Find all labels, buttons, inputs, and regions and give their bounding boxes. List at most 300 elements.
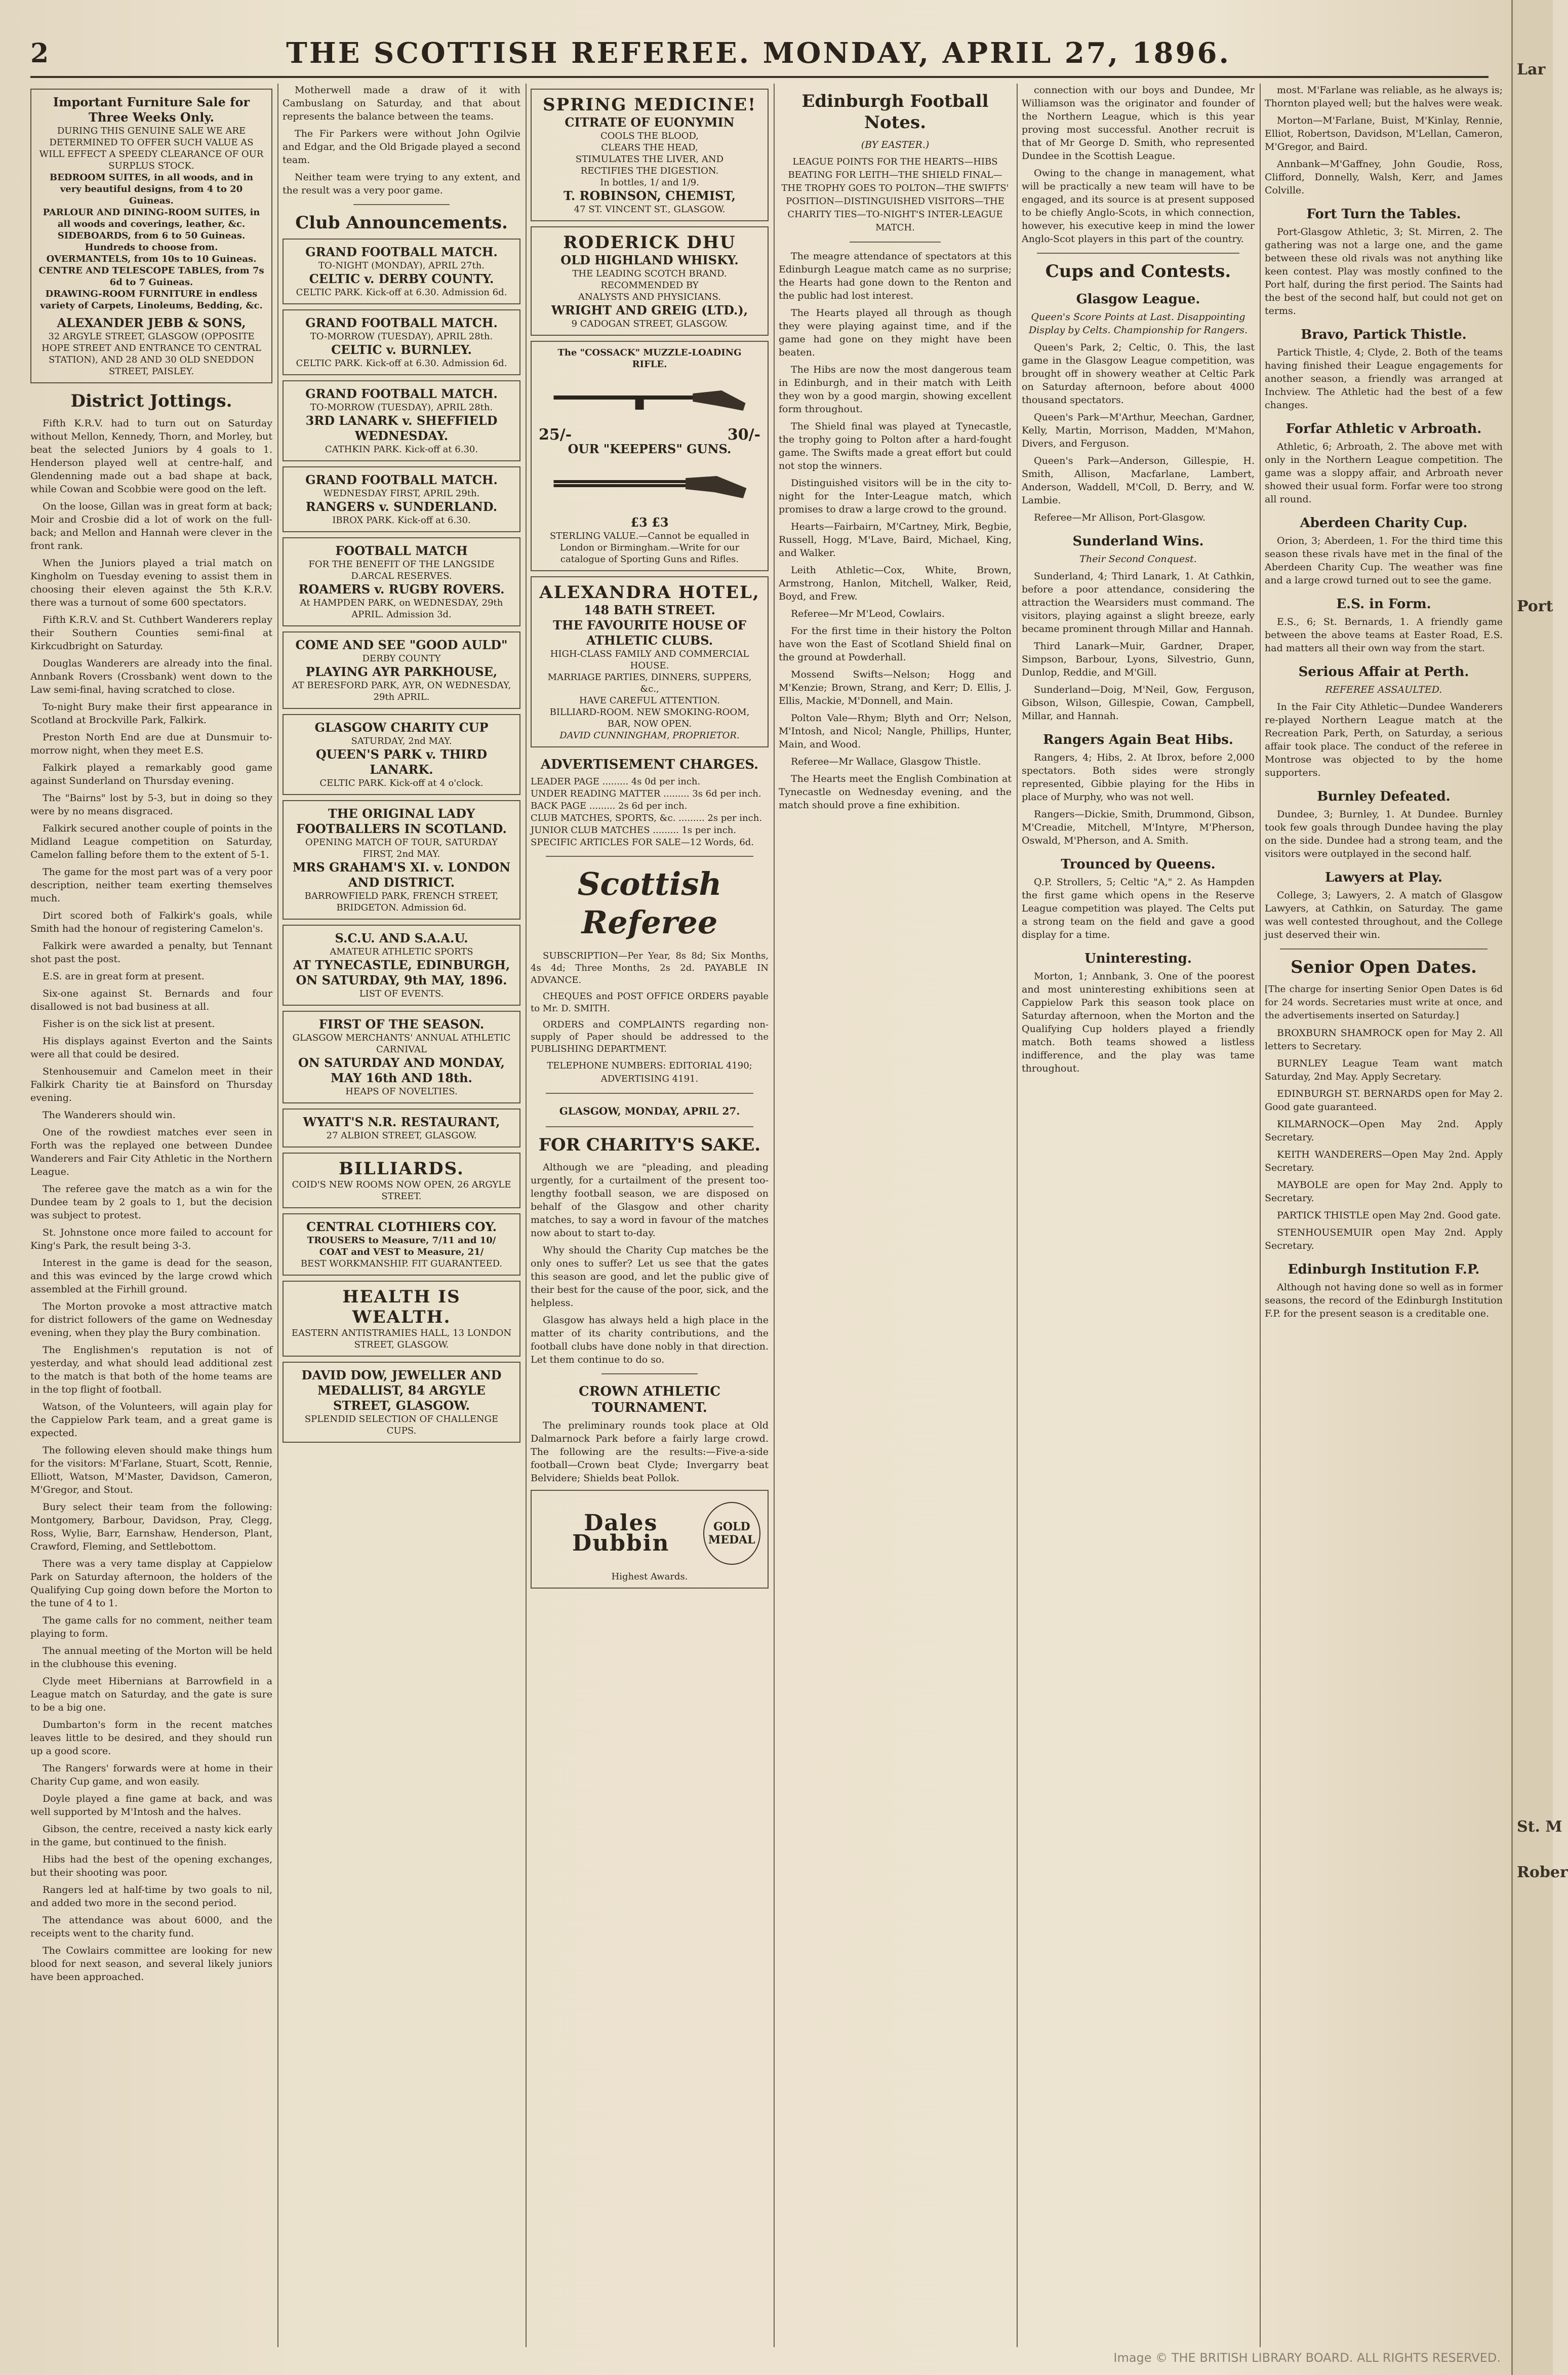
announcement-sub: WEDNESDAY FIRST, APRIL 29th. (323, 488, 480, 499)
guns-title: OUR "KEEPERS" GUNS. (568, 442, 732, 456)
announcement-head: FOOTBALL MATCH (335, 543, 468, 558)
edge-fragment: Lar (1517, 61, 1546, 78)
section-heading: Club Announcements. (295, 213, 508, 233)
announcement-sub: TO-MORROW (TUESDAY), APRIL 28th. (310, 331, 493, 342)
announcement-venue: AT BERESFORD PARK, AYR, ON WEDNESDAY, 29th APRIL. (292, 680, 511, 702)
article-subtitle: REFEREE ASSAULTED. (1325, 684, 1442, 695)
club-announcement (283, 239, 520, 304)
charge-line: UNDER READING MATTER ......... 3s 6d per inch. (531, 788, 761, 799)
column-divider (277, 84, 278, 2347)
announcement-venue: CELTIC PARK. Kick-off at 4 o'clock. (319, 778, 484, 788)
paragraph: Gibson, the centre, received a nasty kick early in the game, but continued to the finish. (30, 1824, 272, 1848)
column-divider (1260, 84, 1261, 2347)
paragraph: Doyle played a fine game at back, and was well supported by M'Intosh and the halves. (30, 1793, 272, 1817)
paragraph: Q.P. Strollers, 5; Celtic "A," 2. As Hampden the first game which opens in the Reserve League competition was played. The Celts put a strong team on the field and gave a good display for a time. (1022, 877, 1255, 940)
open-date-entry: BURNLEY League Team want match Saturday, 2nd May. Apply Secretary. (1265, 1058, 1503, 1082)
paragraph: In the Fair City Athletic—Dundee Wanderers re-played Northern League match at the Recreation Park, Perth, on Saturday, a serious affair took place. The conduct of the referee in Montrose was objected to by the home supporters. (1265, 701, 1503, 778)
wyatts-title: WYATT'S N.R. RESTAURANT, (303, 1115, 500, 1129)
announcement-head: FIRST OF THE SEASON. (318, 1017, 485, 1032)
paragraph: SUBSCRIPTION—Per Year, 8s 8d; Six Months, 4s 4d; Three Months, 2s 2d. PAYABLE IN ADVANCE. (531, 951, 769, 985)
aberdeen-report (1265, 534, 1503, 587)
column-3 (531, 84, 769, 2347)
article-title: Serious Affair at Perth. (1298, 664, 1469, 680)
column-2 (283, 84, 520, 2347)
byline: (BY EASTER.) (861, 139, 930, 150)
open-date-entry: STENHOUSEMUIR open May 2nd. Apply Secretary. (1265, 1227, 1503, 1251)
paragraph: Rangers, 4; Hibs, 2. At Ibrox, before 2,000 spectators. Both sides were strongly represented, Gibbie playing for the Hibs in place of Murphy, who was not well. (1022, 752, 1255, 803)
dales-dubbin-advert (531, 1490, 769, 1589)
open-date-entry: KILMARNOCK—Open May 2nd. Apply Secretary. (1265, 1119, 1503, 1143)
paragraph: The Hearts meet the English Combination at Tynecastle on Wednesday evening, and the match should prove a fine exhibition. (779, 773, 1012, 811)
furniture-advert (30, 89, 272, 383)
paragraph: The following eleven should make things hum for the visitors: M'Farlane, Stuart, Scott, Rennie, Elliott, Watson, M'Master, Davidson, Cameron, M'Gregor, and Stout. (30, 1445, 272, 1495)
chemist-name: T. ROBINSON, CHEMIST, (564, 188, 736, 203)
club-announcement (283, 631, 520, 709)
divider (850, 242, 941, 243)
chemist-address: 47 ST. VINCENT ST., GLASGOW. (574, 204, 726, 215)
health-advert (283, 1281, 520, 1357)
paragraph: Referee—Mr Wallace, Glasgow Thistle. (791, 756, 981, 767)
charge-line: SPECIFIC ARTICLES FOR SALE—12 Words, 6d. (531, 837, 754, 848)
paragraph: Orion, 3; Aberdeen, 1. For the third time this season these rivals have met in the final of the Aberdeen Charity Cup. The weather was fine and a large crowd turned out to see the game. (1265, 535, 1503, 586)
paragraph: Mossend Swifts—Nelson; Hogg and M'Kenzie; Brown, Strang, and Kerr; D. Ellis, J. Ellis, Mackie, M'Donnell, and Main. (779, 669, 1012, 706)
article-title: Fort Turn the Tables. (1306, 207, 1461, 222)
announcement-head: GRAND FOOTBALL MATCH. (305, 315, 498, 330)
paragraph: E.S. are in great form at present. (43, 971, 205, 982)
divider (1280, 948, 1487, 949)
senior-note: [The charge for inserting Senior Open Dates is 6d for 24 words. Secretaries must write at once, and the advertisements inserted on Saturday.] (1265, 984, 1503, 1021)
paragraph: The annual meeting of the Morton will be held in the clubhouse this evening. (30, 1645, 272, 1670)
paragraph: most. M'Farlane was reliable, as he always is; Thornton played well; but the halves were weak. (1265, 85, 1503, 109)
paragraph: Referee—Mr M'Leod, Cowlairs. (791, 608, 945, 619)
gun-title: The "COSSACK" MUZZLE-LOADING RIFLE. (557, 347, 742, 370)
hotel-title: ALEXANDRA HOTEL, (539, 582, 760, 603)
paragraph: Queen's Park, 2; Celtic, 0. This, the last game in the Glasgow League competition, was brought off in showery weather at Celtic Park on Saturday afternoon, before about 4000 thousand spectators. (1022, 342, 1255, 406)
club-announcement (283, 925, 520, 1006)
paragraph: Rangers led at half-time by two goals to nil, and added two more in the second period. (30, 1884, 272, 1909)
billiards-title: BILLIARDS. (339, 1159, 464, 1179)
page-title: THE SCOTTISH REFEREE. MONDAY, APRIL 27, 1896. (286, 36, 1231, 70)
furniture-title: Important Furniture Sale for Three Weeks Only. (53, 95, 250, 125)
continued-article (1022, 84, 1255, 246)
column-divider (774, 84, 775, 2347)
section-heading: Edinburgh Football Notes. (801, 91, 989, 133)
paragraph: Although not having done so well as in former seasons, the record of the Edinburgh Institution F.P. for the present season is a creditable one. (1265, 1282, 1503, 1319)
paragraph: On the loose, Gillan was in great form at back; Moir and Crosbie did a lot of work on the full-back; and Mellon and Hannah were clever in the front rank. (30, 501, 272, 551)
paragraph: Glasgow has always held a high place in the matter of its charity contributions, and the football clubs have done nobly in that direction. Let them continue to do so. (531, 1315, 769, 1365)
paragraph: Leith Athletic—Cox, White, Brown, Armstrong, Hanlon, Mitchell, Walker, Reid, Boyd, and Frew. (779, 565, 1012, 602)
paragraph: Morton—M'Farlane, Buist, M'Kinlay, Rennie, Elliot, Robertson, Davidson, M'Lellan, Cameron, M'Gregor, and Baird. (1265, 115, 1503, 152)
announcement-venue: HEAPS OF NOVELTIES. (345, 1086, 458, 1097)
office-line: TELEPHONE NUMBERS: EDITORIAL 4190; ADVERTISING 4191. (547, 1060, 752, 1084)
section-heading: Senior Open Dates. (1291, 957, 1477, 977)
open-date-entry: BROXBURN SHAMROCK open for May 2. All letters to Secretary. (1265, 1027, 1503, 1052)
column-6 (1265, 84, 1503, 2347)
paragraph: Fisher is on the sick list at present. (43, 1018, 215, 1030)
announcement-head: THE ORIGINAL LADY FOOTBALLERS IN SCOTLAND. (296, 806, 507, 836)
whisky-line: ANALYSTS AND PHYSICIANS. (578, 292, 721, 302)
paragraph: The Shield final was played at Tynecastle, the trophy going to Polton after a hard-fought game. The Swifts made a great effort but could not stop the winners. (779, 421, 1012, 471)
paragraph: Hearts—Fairbairn, M'Cartney, Mirk, Begbie, Russell, Hogg, M'Lave, Baird, Michael, King, and Walker. (779, 521, 1012, 559)
announcement-head: GLASGOW CHARITY CUP (314, 720, 489, 735)
wright-address: 9 CADOGAN STREET, GLASGOW. (571, 319, 728, 329)
paragraph: Hibs had the best of the opening exchanges, but their shooting was poor. (30, 1854, 272, 1878)
guns-text: STERLING VALUE.—Cannot be equalled in London or Birmingham.—Write for our catalogue of Sporting Guns and Rifles. (549, 531, 750, 565)
forfar-report (1265, 440, 1503, 506)
rangers-report (1022, 751, 1255, 847)
announcement-sub: GLASGOW MERCHANTS' ANNUAL ATHLETIC CARNIVAL (292, 1033, 511, 1055)
open-date-entry: MAYBOLE are open for May 2nd. Apply to Secretary. (1265, 1179, 1503, 1204)
port-glasgow-report (1265, 225, 1503, 318)
open-date-entry: PARTICK THISTLE open May 2nd. Good gate. (1277, 1210, 1501, 1221)
paragraph: One of the rowdiest matches ever seen in Forth was the replayed one between Dundee Wanderers and Fair City Athletic in the Northern League. (30, 1127, 272, 1177)
shotgun-illustration (549, 462, 750, 510)
spring-price: In bottles, 1/ and 1/9. (600, 177, 699, 188)
hotel-proprietor: DAVID CUNNINGHAM, PROPRIETOR. (559, 730, 740, 741)
paragraph: Third Lanark—Muir, Gardner, Draper, Simpson, Barbour, Lyons, Silvestrio, Gunn, Dunlop, Reddie, and M'Gill. (1022, 641, 1255, 678)
district-jottings-continued (283, 84, 520, 197)
firm-name: ALEXANDER JEBB & SONS, (57, 315, 246, 330)
paragraph: Owing to the change in management, what will be practically a new team will have to be engaged, and its source is at present supposed to be chiefly Anglo-Scots, in which connection, however, his executive keep in mind the lower Anglo-Scot players in this part of the country. (1022, 168, 1255, 245)
divider (353, 204, 450, 205)
paragraph: The Rangers' forwards were at home in their Charity Cup game, and won easily. (30, 1763, 272, 1787)
paragraph: Six-one against St. Bernards and four disallowed is not bad business at all. (30, 988, 272, 1012)
announcement-head: GRAND FOOTBALL MATCH. (305, 245, 498, 259)
edinburgh-notes (779, 250, 1012, 812)
article-title: Bravo, Partick Thistle. (1301, 327, 1467, 342)
paragraph: Motherwell made a draw of it with Cambuslang on Saturday, and that about represents the balance between the teams. (283, 85, 520, 122)
burnley-report (1265, 808, 1503, 860)
health-title: HEALTH IS WEALTH. (342, 1287, 461, 1327)
furniture-line: CENTRE AND TELESCOPE TABLES, from 7s 6d to 7 Guineas. (38, 265, 264, 288)
club-announcement (283, 714, 520, 795)
spring-line: RECTIFIES THE DIGESTION. (580, 166, 719, 176)
announcement-teams: ON SATURDAY AND MONDAY, MAY 16th AND 18th. (298, 1055, 505, 1085)
whisky-title: RODERICK DHU (563, 232, 736, 253)
paragraph: Falkirk secured another couple of points in the Midland League competition on Saturday, Camelon falling before them to the extent of 5-1. (30, 823, 272, 860)
adjacent-page-edge (1511, 0, 1568, 2375)
spring-sub: CITRATE OF EUONYMIN (565, 115, 735, 130)
paragraph: Polton Vale—Rhym; Blyth and Orr; Nelson, M'Intosh, and Nicol; Nangle, Phillips, Hunter, Main, and Wood. (779, 713, 1012, 750)
senior-open-dates (1265, 1026, 1503, 1252)
paragraph: Athletic, 6; Arbroath, 2. The above met with only in the Northern League competition. The game was a sloppy affair, and Arbroath never showed their usual form. Forfar were too strong all round. (1265, 441, 1503, 505)
glasgow-league-report (1022, 341, 1255, 524)
article-title: Forfar Athletic v Arbroath. (1285, 421, 1482, 437)
announcement-teams: RANGERS v. SUNDERLAND. (305, 499, 498, 514)
paragraph: Port-Glasgow Athletic, 3; St. Mirren, 2. The gathering was not a large one, and the game between these old rivals was not anything like keen contest. Play was mostly confined to the Port half, during the first period. The Saints had the best of the second half, but could not get on terms. (1265, 226, 1503, 316)
paragraph: The Morton provoke a most attractive match for district followers of the game on Wednesday evening, when they play the Bury combination. (30, 1301, 272, 1338)
charity-article (531, 1161, 769, 1366)
paragraph: Rangers—Dickie, Smith, Drummond, Gibson, M'Creadie, Mitchell, M'Intyre, M'Pherson, Oswald, M'Pherson, and A. Smith. (1022, 809, 1255, 846)
paragraph: Fifth K.R.V. and St. Cuthbert Wanderers replay their Southern Counties semi-final at Kirkcudbright on Saturday. (30, 614, 272, 652)
furniture-line: PARLOUR AND DINING-ROOM SUITES, in all woods and coverings, leather, &c. (43, 207, 260, 229)
hotel-address: 148 BATH STREET. (584, 603, 715, 617)
queens-report (1022, 876, 1255, 941)
announcement-head: S.C.U. AND S.A.A.U. (335, 931, 468, 945)
whisky-sub: OLD HIGHLAND WHISKY. (560, 253, 739, 267)
hotel-line: HAVE CAREFUL ATTENTION. (579, 695, 720, 706)
announcement-teams: CELTIC v. BURNLEY. (331, 342, 472, 357)
clothiers-line: TROUSERS to Measure, 7/11 and 10/ (307, 1235, 496, 1246)
announcement-teams: AT TYNECASTLE, EDINBURGH, ON SATURDAY, 9th MAY, 1896. (293, 958, 510, 987)
image-credit: Image © THE BRITISH LIBRARY BOARD. ALL RIGHTS RESERVED. (1113, 2351, 1501, 2365)
paragraph: Dirt scored both of Falkirk's goals, while Smith had the honour of registering Camelon's. (30, 910, 272, 934)
paragraph: His displays against Everton and the Saints were all that could be desired. (30, 1036, 272, 1060)
paragraph: Although we are "pleading, and pleading urgently, for a curtailment of the present too-lengthy football season, we are disposed on behalf of the Glasgow and other charity matches, to say a word in favour of the matches now about to start to-day. (531, 1162, 769, 1239)
paragraph: Distinguished visitors will be in the city to-night for the Inter-League match, which promises to draw a large crowd to the ground. (779, 478, 1012, 515)
furniture-line: OVERMANTELS, from 10s to 10 Guineas. (46, 254, 257, 264)
paragraph: Falkirk were awarded a penalty, but Tennant shot past the post. (30, 940, 272, 965)
paragraph: The Wanderers should win. (43, 1110, 176, 1121)
furniture-line: BEDROOM SUITES, in all woods, and in very beautiful designs, from 4 to 20 Guineas. (49, 172, 254, 206)
article-subtitle: Queen's Score Points at Last. Disappointing Display by Celts. Championship for Rangers. (1028, 311, 1248, 336)
column-4 (779, 84, 1012, 2347)
edge-fragment: Port (1517, 598, 1553, 615)
gun-advert (531, 341, 769, 571)
announcement-venue: IBROX PARK. Kick-off at 6.30. (332, 515, 471, 526)
whisky-line: RECOMMENDED BY (600, 280, 699, 291)
spring-line: CLEARS THE HEAD, (601, 142, 698, 153)
health-sub: EASTERN ANTISTRAMIES HALL, 13 LONDON STREET, GLASGOW. (291, 1328, 512, 1350)
article-title: Lawyers at Play. (1325, 870, 1442, 885)
paragraph: CHEQUES and POST OFFICE ORDERS payable to Mr. D. SMITH. (531, 991, 769, 1014)
page-number: 2 (30, 37, 49, 69)
club-announcements (283, 239, 520, 1103)
masthead-rule (30, 76, 1489, 78)
spring-title: SPRING MEDICINE! (542, 95, 757, 115)
divider (546, 1126, 753, 1127)
paragraph: The game for the most part was of a very poor description, neither team exerting themselves much. (30, 866, 272, 904)
furniture-line: DRAWING-ROOM FURNITURE in endless variety of Carpets, Linoleums, Bedding, &c. (40, 289, 263, 311)
wyatts-address: 27 ALBION STREET, GLASGOW. (326, 1130, 477, 1141)
paragraph: There was a very tame display at Cappielow Park on Saturday afternoon, the holders of the Qualifying Cup going down before the Morton to the tune of 4 to 1. (30, 1558, 272, 1609)
announcement-sub: SATURDAY, 2nd MAY. (351, 736, 452, 746)
paragraph: The Hearts played all through as though they were playing against time, and if the game had gone on they might have been beaten. (779, 307, 1012, 358)
article-title: Sunderland Wins. (1072, 534, 1204, 549)
section-heading: Cups and Contests. (1045, 261, 1231, 282)
club-announcement (283, 380, 520, 461)
club-announcement (283, 309, 520, 375)
charge-line: JUNIOR CLUB MATCHES ......... 1s per inch. (531, 825, 737, 836)
paragraph: The Englishmen's reputation is not of yesterday, and what should lead additional zest to the match is that both of the home teams are in the top flight of football. (30, 1344, 272, 1395)
announcement-sub: AMATEUR ATHLETIC SPORTS (330, 946, 473, 957)
paragraph: The meagre attendance of spectators at this Edinburgh League match came as no surprise; the Hearts had gone down to the Renton and the public had lost interest. (779, 251, 1012, 301)
advertisement-charges (531, 776, 769, 849)
announcement-sub: OPENING MATCH OF TOUR, SATURDAY FIRST, 2nd MAY. (305, 837, 498, 859)
hotel-line: BILLIARD-ROOM. NEW SMOKING-ROOM, BAR, NOW OPEN. (549, 707, 750, 729)
hotel-line: HIGH-CLASS FAMILY AND COMMERCIAL HOUSE. (550, 649, 749, 671)
paragraph: The Fir Parkers were without John Ogilvie and Edgar, and the Old Brigade played a second team. (283, 128, 520, 166)
wyatts-advert (283, 1109, 520, 1147)
paragraph: ORDERS and COMPLAINTS regarding non-supply of Paper should be addressed to the PUBLISHING DEPARTMENT. (531, 1019, 769, 1054)
spring-line: STIMULATES THE LIVER, AND (575, 154, 724, 165)
guns-price: £3 £3 (630, 515, 669, 530)
paragraph: Bury select their team from the following: Montgomery, Barbour, Davidson, Pray, Clegg, Ross, Wylie, Barr, Earnshaw, Henderson, Plant, Crawford, Fleming, and Settlebottom. (30, 1501, 272, 1552)
divider (1037, 253, 1239, 254)
paragraph: Partick Thistle, 4; Clyde, 2. Both of the teams having finished their League engagements for another season, a friendly was arranged at Inchview. The Athletic had the best of a few changes. (1265, 347, 1503, 411)
spring-line: COOLS THE BLOOD, (600, 131, 699, 141)
continued-article (1265, 84, 1503, 197)
dow-sub: SPLENDID SELECTION OF CHALLENGE CUPS. (304, 1414, 499, 1436)
gun-price-left: 25/- (539, 426, 572, 444)
open-date-entry: KEITH WANDERERS—Open May 2nd. Apply Secretary. (1265, 1149, 1503, 1173)
announcement-venue: CATHKIN PARK. Kick-off at 6.30. (325, 444, 478, 455)
paragraph: Dumbarton's form in the recent matches leaves little to be desired, and they should run up a good score. (30, 1719, 272, 1757)
paper-nameplate: Scottish Referee (577, 865, 722, 941)
partick-report (1265, 346, 1503, 412)
announcement-sub: TO-NIGHT (MONDAY), APRIL 27th. (318, 260, 485, 271)
paragraph: Stenhousemuir and Camelon meet in their Falkirk Charity tie at Bainsford on Thursday evening. (30, 1066, 272, 1103)
announcement-venue: At HAMPDEN PARK, on WEDNESDAY, 29th APRIL. Admission 3d. (300, 598, 503, 620)
wright-greig: WRIGHT AND GREIG (LTD.), (551, 303, 748, 318)
hotel-advert (531, 576, 769, 747)
district-jottings (30, 417, 272, 1984)
paragraph: connection with our boys and Dundee, Mr Williamson was the originator and founder of the Northern League, which is this year proving most successful. Another recruit is that of Mr George D. Smith, who represented Dundee in the Scottish League. (1022, 85, 1255, 162)
open-date-entry: EDINBURGH ST. BERNARDS open for May 2. Good gate guaranteed. (1265, 1088, 1503, 1113)
gold-medal-seal: GOLD MEDAL (703, 1502, 760, 1565)
crown-title: CROWN ATHLETIC TOURNAMENT. (579, 1384, 720, 1415)
article-title: Aberdeen Charity Cup. (1300, 516, 1468, 531)
paragraph: Fifth K.R.V. had to turn out on Saturday without Mellon, Kennedy, Thorn, and Morley, but beat the selected Juniors by 4 goals to 1. Henderson played well at centre-half, and Glendenning made out a bad shape at back, while Cowan and Scobbie were good on the left. (30, 418, 272, 495)
article-title: Uninteresting. (1084, 951, 1192, 966)
paragraph: Dundee, 3; Burnley, 1. At Dundee. Burnley took few goals through Dundee having the play on the side. Dundee had a strong team, and the visitors were outplayed in the second half. (1265, 809, 1503, 859)
paragraph: St. Johnstone once more failed to account for King's Park, the result being 3-3. (30, 1227, 272, 1251)
divider (601, 1373, 698, 1374)
club-announcement (283, 466, 520, 532)
rifle-illustration (549, 375, 750, 423)
paragraph: E.S., 6; St. Bernards, 1. A friendly game between the above teams at Easter Road, E.S. had matters all their own way from the start. (1265, 616, 1503, 654)
paragraph: To-night Bury make their first appearance in Scotland at Brockville Park, Falkirk. (30, 701, 272, 726)
uninteresting-report (1022, 970, 1255, 1075)
clothiers-line: BEST WORKMANSHIP. FIT GUARANTEED. (300, 1258, 503, 1269)
dales-title: Dales Dubbin (572, 1510, 670, 1556)
paragraph: Douglas Wanderers are already into the final. Annbank Rovers (Crossbank) went down to the Law semi-final, having scratched to close. (30, 658, 272, 695)
edge-fragment: Rober (1517, 1864, 1568, 1881)
perth-report (1265, 700, 1503, 779)
charge-line: LEADER PAGE ......... 4s 0d per inch. (531, 776, 701, 787)
announcement-sub: FOR THE BENEFIT OF THE LANGSIDE D.ARCAL RESERVES. (308, 559, 495, 581)
paragraph: For the first time in their history the Polton have won the East of Scotland Shield final on the ground at Powderhall. (779, 625, 1012, 663)
billiards-sub: COID'S NEW ROOMS NOW OPEN, 26 ARGYLE STREET. (292, 1179, 511, 1202)
announcement-teams: CELTIC v. DERBY COUNTY. (309, 271, 494, 286)
hotel-sub: THE FAVOURITE HOUSE OF ATHLETIC CLUBS. (553, 618, 746, 648)
clothiers-advert (283, 1213, 520, 1276)
paragraph: Clyde meet Hibernians at Barrowfield in a League match on Saturday, and the gate is sure to be a big one. (30, 1676, 272, 1713)
edinburgh-summary: LEAGUE POINTS FOR THE HEARTS—HIBS BEATING FOR LEITH—THE SHIELD FINAL—THE TROPHY GOES TO POLTON—THE SWIFTS' POSITION—DISTINGUISHED VISITORS—THE CHARITY TIES—TO-NIGHT'S INTER-LEAGUE MATCH. (781, 156, 1009, 233)
column-1 (30, 84, 272, 2347)
whisky-advert (531, 226, 769, 336)
announcement-teams: PLAYING AYR PARKHOUSE, (305, 664, 498, 679)
announcement-venue: CELTIC PARK. Kick-off at 6.30. Admission 6d. (296, 287, 507, 298)
article-title: Glasgow League. (1076, 292, 1200, 307)
paragraph: Sunderland—Doig, M'Neil, Gow, Ferguson, Gibson, Wilson, Gillespie, Cowan, Campbell, Millar, and Hannah. (1022, 684, 1255, 722)
paragraph: Why should the Charity Cup matches be the only ones to suffer? Let us see that the gates this season are good, and let the public give of their best for the cause of the poor, sick, and the helpless. (531, 1245, 769, 1309)
announcement-sub: TO-MORROW (TUESDAY), APRIL 28th. (310, 402, 493, 413)
furniture-line: DURING THIS GENUINE SALE WE ARE DETERMINED TO OFFER SUCH VALUE AS WILL EFFECT A SPEEDY CLEARANCE OF OUR SURPLUS STOCK. (39, 126, 264, 171)
announcement-head: GRAND FOOTBALL MATCH. (305, 386, 498, 401)
paragraph: When the Juniors played a trial match on Kingholm on Tuesday evening to assist them in choosing their eleven against the 5th K.R.V. there was a turnout of some 600 spectators. (30, 558, 272, 608)
column-divider (1017, 84, 1018, 2347)
paragraph: The Cowlairs committee are looking for new blood for next season, and several likely juniors have been approached. (30, 1945, 272, 1983)
institution-report (1265, 1281, 1503, 1320)
paragraph: Referee—Mr Allison, Port-Glasgow. (1034, 512, 1206, 523)
column-divider (526, 84, 527, 2347)
advertisement-charges-title: ADVERTISEMENT CHARGES. (540, 757, 759, 772)
firm-address: 32 ARGYLE STREET, GLASGOW (OPPOSITE HOPE STREET AND ENTRANCE TO CENTRAL STATION), AND 28 AND 30 OLD SNEDDON STREET, PAISLEY. (42, 331, 261, 377)
club-announcement (283, 800, 520, 920)
paragraph: The Hibs are now the most dangerous team in Edinburgh, and in their match with Leith they won by a good margin, showing excellent form throughout. (779, 364, 1012, 415)
announcement-teams: 3RD LANARK v. SHEFFIELD WEDNESDAY. (305, 413, 498, 443)
paragraph: Sunderland, 4; Third Lanark, 1. At Cathkin, before a poor attendance, considering the attraction the Wearsiders must command. The visitors, playing against a slight breeze, early became prominent through Millar and Hannah. (1022, 571, 1255, 635)
dow-advert (283, 1362, 520, 1443)
column-5 (1022, 84, 1255, 2347)
announcement-teams: MRS GRAHAM'S XI. v. LONDON AND DISTRICT. (292, 860, 511, 890)
subscription-notice (531, 950, 769, 1055)
club-announcement (283, 537, 520, 626)
article-title: Trounced by Queens. (1061, 857, 1216, 872)
paragraph: Falkirk played a remarkably good game against Sunderland on Thursday evening. (30, 762, 272, 786)
clothiers-title: CENTRAL CLOTHIERS COY. (306, 1219, 497, 1234)
paragraph: Watson, of the Volunteers, will again play for the Cappielow Park team, and a great game is expected. (30, 1401, 272, 1439)
article-title: E.S. in Form. (1336, 597, 1431, 612)
paragraph: Annbank—M'Gaffney, John Goudie, Ross, Clifford, Donnelly, Walsh, Kerr, and James Colville. (1265, 159, 1503, 196)
article-title: Burnley Defeated. (1317, 789, 1451, 804)
announcement-teams: ROAMERS v. RUGBY ROVERS. (298, 582, 505, 597)
announcement-head: COME AND SEE "GOOD AULD" (295, 638, 508, 652)
article-title: Rangers Again Beat Hibs. (1043, 732, 1233, 747)
charge-line: BACK PAGE ......... 2s 6d per inch. (531, 801, 688, 811)
article-subtitle: Their Second Conquest. (1079, 553, 1197, 565)
spring-medicine-advert (531, 89, 769, 221)
sunderland-report (1022, 570, 1255, 723)
paragraph: Queen's Park—Anderson, Gillespie, H. Smith, Allison, Macfarlane, Lambert, Anderson, Waddell, M'Coll, D. Berry, and W. Lambie. (1022, 455, 1255, 506)
paragraph: College, 3; Lawyers, 2. A match of Glasgow Lawyers, at Cathkin, on Saturday. The game was well contested throughout, and the College just deserved their win. (1265, 890, 1503, 940)
paragraph: Morton, 1; Annbank, 3. One of the poorest and most uninteresting exhibitions seen at Cappielow Park this season took place on Saturday afternoon, when the Morton and the Qualifying Cup holders played a friendly match. Both teams showed a listless indifference, and the play was tame throughout. (1022, 971, 1255, 1074)
paragraph: The "Bairns" lost by 5-3, but in doing so they were by no means disgraced. (30, 793, 272, 817)
edge-fragment: St. M (1517, 1818, 1562, 1836)
announcement-venue: CELTIC PARK. Kick-off at 6.30. Admission 6d. (296, 358, 507, 369)
club-announcement (283, 1011, 520, 1103)
announcement-venue: BARROWFIELD PARK, FRENCH STREET, BRIDGETON. Admission 6d. (304, 891, 499, 913)
divider (546, 1093, 753, 1094)
divider (546, 856, 753, 857)
crown-text: The preliminary rounds took place at Old Dalmarnock Park before a fairly large crowd. The following are the results:—Five-a-side football—Crown beat Clyde; Invergarry beat Belvidere; Shields beat Pollok. (531, 1420, 769, 1484)
announcement-teams: QUEEN'S PARK v. THIRD LANARK. (315, 747, 488, 777)
section-heading: District Jottings. (70, 391, 232, 411)
lawyers-report (1265, 889, 1503, 941)
dow-title: DAVID DOW, JEWELLER AND MEDALLIST, 84 ARGYLE STREET, GLASGOW. (301, 1368, 502, 1413)
clothiers-line: COAT and VEST to Measure, 21/ (319, 1247, 484, 1257)
paragraph: The attendance was about 6000, and the receipts went to the charity fund. (30, 1915, 272, 1939)
announcement-venue: LIST OF EVENTS. (359, 988, 444, 999)
announcement-sub: DERBY COUNTY (362, 653, 441, 664)
paragraph: The game calls for no comment, neither team playing to form. (30, 1615, 272, 1639)
paragraph: Neither team were trying to any extent, and the result was a very poor game. (283, 172, 520, 196)
es-report (1265, 615, 1503, 655)
masthead (30, 35, 1489, 71)
dales-text: Highest Awards. (611, 1571, 688, 1582)
hotel-line: MARRIAGE PARTIES, DINNERS, SUPPERS, &c., (547, 672, 752, 694)
paragraph: The referee gave the match as a win for the Dundee team by 2 goals to 1, but the decision was subject to protest. (30, 1183, 272, 1221)
gun-price-right: 30/- (727, 426, 760, 444)
paragraph: Preston North End are due at Dunsmuir to-morrow night, when they meet E.S. (30, 732, 272, 756)
paragraph: Interest in the game is dead for the season, and this was evinced by the large crowd which assembled at the Firhill ground. (30, 1257, 272, 1295)
charge-line: CLUB MATCHES, SPORTS, &c. ......... 2s per inch. (531, 813, 762, 823)
billiards-advert (283, 1153, 520, 1208)
announcement-head: GRAND FOOTBALL MATCH. (305, 472, 498, 487)
whisky-line: THE LEADING SCOTCH BRAND. (572, 268, 727, 279)
article-title: Edinburgh Institution F.P. (1288, 1262, 1480, 1277)
